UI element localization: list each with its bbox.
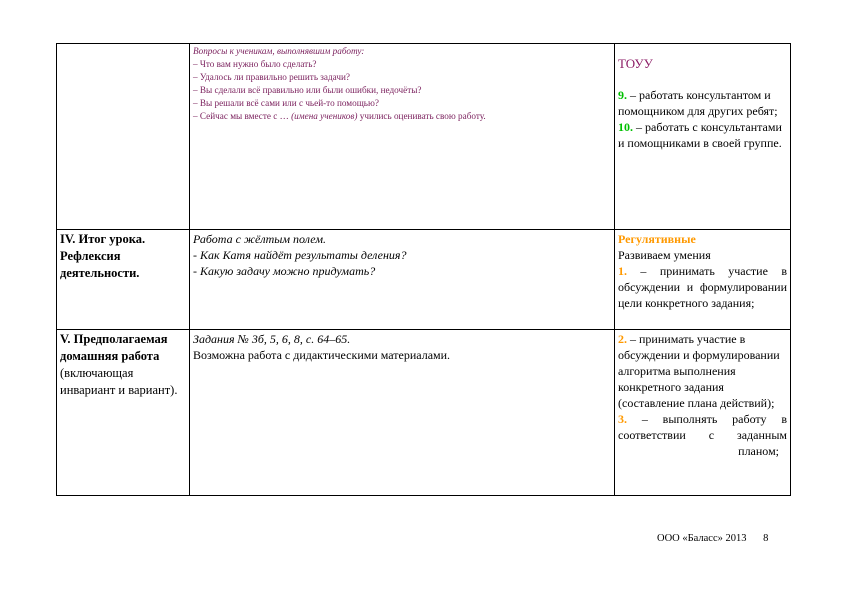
question-item: – Вы решали всё сами или с чьей-то помощью? bbox=[193, 98, 379, 108]
item-text: – принимать участие в обсуждении и формулировании bbox=[618, 264, 787, 294]
competence-cell bbox=[615, 230, 791, 330]
activity-cell bbox=[190, 230, 615, 330]
question-item: – Что вам нужно было сделать? bbox=[193, 59, 317, 69]
table-row bbox=[57, 230, 791, 330]
item-text: – принимать участие в обсуждении и формулировании алгоритма выполнения конкретного задания (составление плана действий); bbox=[618, 332, 780, 410]
page-number: 8 bbox=[763, 533, 769, 544]
table-row bbox=[57, 330, 791, 496]
competence-cell bbox=[615, 44, 791, 230]
competence-cell bbox=[615, 330, 791, 496]
item-text: – работать с консультантами и помощниками в своей группе. bbox=[618, 120, 782, 150]
develop-label: Развиваем умения bbox=[618, 248, 711, 262]
stage-title: IV. Итог урока. Рефлексия деятельности. bbox=[60, 232, 146, 280]
competence-item bbox=[618, 331, 787, 411]
competence-item bbox=[618, 411, 787, 443]
stage-cell-empty bbox=[57, 44, 190, 230]
questions-title: Вопросы к ученикам, выполнявшим работу: bbox=[193, 46, 365, 56]
competence-item bbox=[618, 119, 787, 151]
page-footer bbox=[657, 533, 768, 544]
stage-note: (включающая инвариант и вариант). bbox=[60, 366, 178, 397]
competence-item-end: цели конкретного задания; bbox=[618, 296, 755, 310]
question-text: учились оценивать свою работу. bbox=[357, 111, 486, 121]
homework-tasks: Задания № 3б, 5, 6, 8, с. 64–65. bbox=[193, 332, 351, 346]
item-number: 1. bbox=[618, 264, 627, 278]
table-row bbox=[57, 44, 791, 230]
question-text: – Сейчас мы вместе с … bbox=[193, 111, 292, 121]
competence-header: Регулятивные bbox=[618, 232, 696, 246]
question-item bbox=[193, 110, 611, 123]
activity-line: - Какую задачу можно придумать? bbox=[193, 264, 376, 278]
homework-note: Возможна работа с дидактическими материалами. bbox=[193, 348, 451, 362]
activity-cell bbox=[190, 44, 615, 230]
competence-item bbox=[618, 263, 787, 295]
item-text: – выполнять работу в соответствии с заданным bbox=[618, 412, 787, 442]
student-names: (имена учеников) bbox=[291, 111, 358, 121]
competence-item bbox=[618, 87, 787, 119]
stage-title: V. Предполагаемая домашняя работа bbox=[60, 332, 168, 363]
activity-line: - Как Катя найдёт результаты деления? bbox=[193, 248, 407, 262]
item-number: 2. bbox=[618, 332, 627, 346]
question-item: – Удалось ли правильно решить задачи? bbox=[193, 72, 351, 82]
competence-item-end: планом; bbox=[738, 444, 779, 458]
competence-header: ТОУУ bbox=[618, 56, 653, 71]
activity-cell bbox=[190, 330, 615, 496]
lesson-table bbox=[56, 43, 791, 496]
stage-cell bbox=[57, 330, 190, 496]
activity-line: Работа с жёлтым полем. bbox=[193, 232, 326, 246]
item-number: 9. bbox=[618, 88, 627, 102]
stage-cell bbox=[57, 230, 190, 330]
publisher: ООО «Баласс» 2013 bbox=[657, 533, 747, 544]
item-number: 3. bbox=[618, 412, 627, 426]
question-item: – Вы сделали всё правильно или были ошибки, недочёты? bbox=[193, 85, 422, 95]
item-number: 10. bbox=[618, 120, 633, 134]
item-text: – работать консультантом и помощником для других ребят; bbox=[618, 88, 778, 118]
